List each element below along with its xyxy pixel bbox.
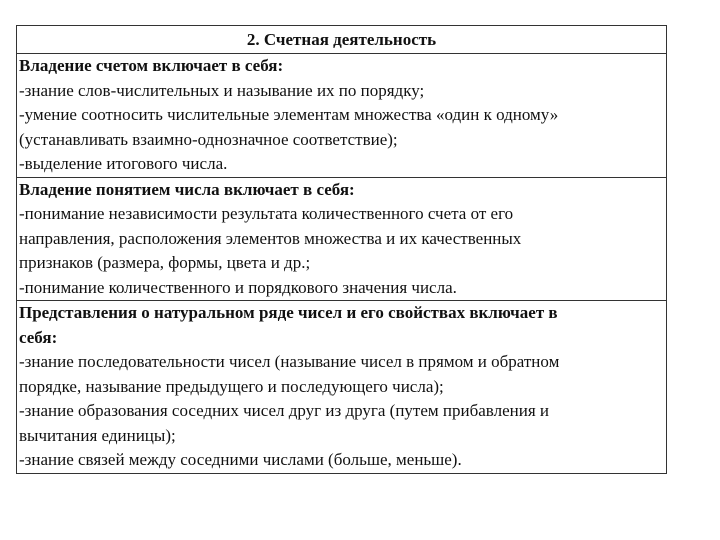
section-number-concept: [17, 177, 666, 301]
table-title: 2. Счетная деятельность: [246, 30, 437, 49]
list-item: направления, расположения элементов множества и их качественных: [19, 228, 522, 248]
list-item: (устанавливать взаимно-однозначное соответствие);: [19, 129, 398, 149]
list-item: -знание последовательности чисел (называние чисел в прямом и обратном: [19, 352, 560, 371]
list-item: -знание слов-числительных и называние их по порядку;: [19, 80, 425, 100]
list-item: -понимание количественного и порядкового значения числа.: [19, 277, 457, 297]
section-heading: себя:: [19, 327, 58, 347]
content-table: [16, 25, 667, 474]
list-item: -знание образования соседних чисел друг из друга (путем прибавления и: [19, 401, 549, 420]
list-item: -знание связей между соседними числами (больше, меньше).: [19, 450, 462, 469]
list-item: порядке, называние предыдущего и последующего числа);: [19, 376, 444, 396]
list-item: признаков (размера, формы, цвета и др.;: [19, 253, 311, 272]
list-item: -понимание независимости результата количественного счета от его: [19, 204, 514, 223]
section-heading: Владение счетом включает в себя:: [19, 56, 284, 75]
list-item: -выделение итогового числа.: [19, 154, 228, 173]
list-item: -умение соотносить числительные элементам множества «один к одному»: [19, 105, 559, 124]
section-heading: Представления о натуральном ряде чисел и его свойствах включает в: [19, 303, 558, 322]
list-item: вычитания единицы);: [19, 425, 176, 445]
section-heading: Владение понятием числа включает в себя:: [19, 179, 355, 199]
section-natural-series: [17, 300, 666, 473]
section-counting: [17, 53, 666, 177]
